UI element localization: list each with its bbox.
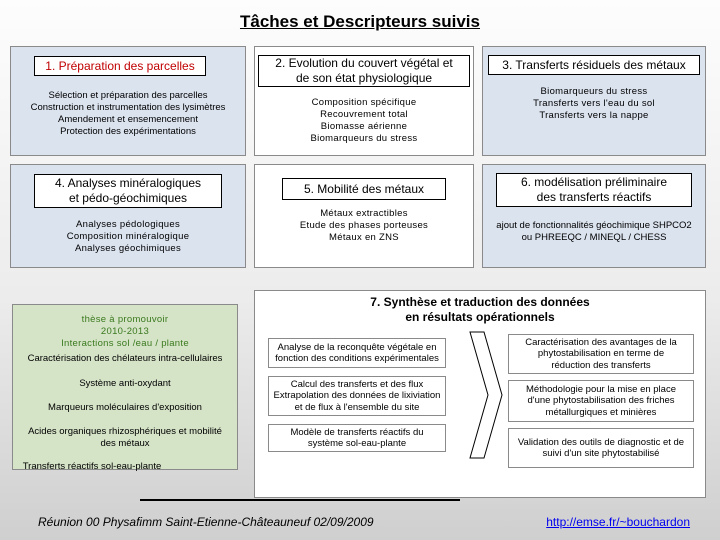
list-item: Sélection et préparation des parcelles — [48, 90, 208, 101]
these-item: Caractérisation des chélateurs intra-cellulaires — [27, 353, 223, 364]
these-title: thèse à promouvoir — [81, 314, 169, 325]
list-item: Protection des expérimentations — [60, 126, 196, 137]
list-item: Analyses géochimiques — [74, 243, 182, 254]
list-item: Composition spécifique — [311, 97, 417, 108]
list-item: Etude des phases porteuses — [299, 220, 429, 231]
list-item: Métaux en ZNS — [329, 232, 399, 243]
list-item: Construction et instrumentation des lysimètres — [30, 102, 226, 113]
list-item: Amendement et ensemencement — [58, 114, 198, 125]
list-item: ou PHREEQC / MINEQL / CHESS — [521, 232, 667, 243]
these-dates: 2010-2013 — [100, 326, 150, 337]
these-item: Transferts réactifs sol-eau-plante — [22, 461, 162, 472]
these-item: Système anti-oxydant — [79, 378, 171, 389]
panel-mobilite-metaux-list — [254, 208, 474, 244]
panel-couvert-vegetal-header: 2. Evolution du couvert végétal et de son état physiologique — [258, 55, 470, 87]
synthese-box-transferts-flux: Calcul des transferts et des flux Extrapolation des données de lixiviation et de flux à l'ensemble du site — [268, 376, 446, 416]
list-item: Transferts vers la nappe — [539, 110, 649, 121]
synthese-box-avantages: Caractérisation des avantages de la phytostabilisation en terme de réduction des transferts — [508, 334, 694, 374]
panel-couvert-vegetal-list — [254, 97, 474, 145]
footer-divider — [140, 499, 460, 501]
page-title: Tâches et Descripteurs suivis — [239, 12, 480, 31]
list-item: Analyses pédologiques — [75, 219, 180, 230]
list-item: Recouvrement total — [320, 109, 408, 120]
list-item: Composition minéralogique — [66, 231, 190, 242]
panel-preparation-header: 1. Préparation des parcelles — [34, 56, 206, 76]
synthese-box-validation: Validation des outils de diagnostic et de suivi d'un site phytostabilisé — [508, 428, 694, 468]
these-highlight — [12, 314, 238, 350]
panel-analyses-mineralogiques-list — [10, 219, 246, 255]
list-item: Biomarqueurs du stress — [310, 133, 418, 144]
synthese-arrow-icon — [468, 330, 504, 460]
panel-mobilite-metaux-header: 5. Mobilité des métaux — [282, 178, 446, 200]
panel-modelisation-list — [482, 220, 706, 244]
synthese-box-modele: Modèle de transferts réactifs du système sol-eau-plante — [268, 424, 446, 452]
panel-transferts-residuels-header: 3. Transferts résiduels des métaux — [488, 55, 700, 75]
footer-meeting: Réunion 00 Physafimm Saint-Etienne-Châteauneuf 02/09/2009 — [38, 515, 374, 529]
list-item: Transferts vers l'eau du sol — [533, 98, 655, 109]
panel-analyses-mineralogiques-header: 4. Analyses minéralogiques et pédo-géochimiques — [34, 174, 222, 208]
synthese-box-methodologie: Méthodologie pour la mise en place d'une phytostabilisation des friches métallurgiques et minières — [508, 380, 694, 422]
synthese-box-reconquete: Analyse de la reconquête végétale en fonction des conditions expérimentales — [268, 338, 446, 368]
these-item: Marqueurs moléculaires d'exposition — [48, 402, 202, 413]
these-item: des métaux — [100, 438, 150, 449]
these-topic: Interactions sol /eau / plante — [61, 338, 189, 349]
list-item: Métaux extractibles — [320, 208, 408, 219]
these-item: Acides organiques rhizosphériques et mobilité — [28, 426, 222, 437]
panel-modelisation-header: 6. modélisation préliminaire des transferts réactifs — [496, 173, 692, 207]
panel-synthese-header: 7. Synthèse et traduction des données en résultats opérationnels — [370, 295, 590, 324]
list-item: ajout de fonctionnalités géochimique SHPCO2 — [496, 220, 692, 231]
panel-transferts-residuels-list — [482, 86, 706, 122]
footer-link[interactable]: http://emse.fr/~bouchardon — [546, 515, 690, 529]
list-item: Biomarqueurs du stress — [540, 86, 648, 97]
list-item: Biomasse aérienne — [320, 121, 408, 132]
panel-preparation-list — [10, 90, 246, 138]
